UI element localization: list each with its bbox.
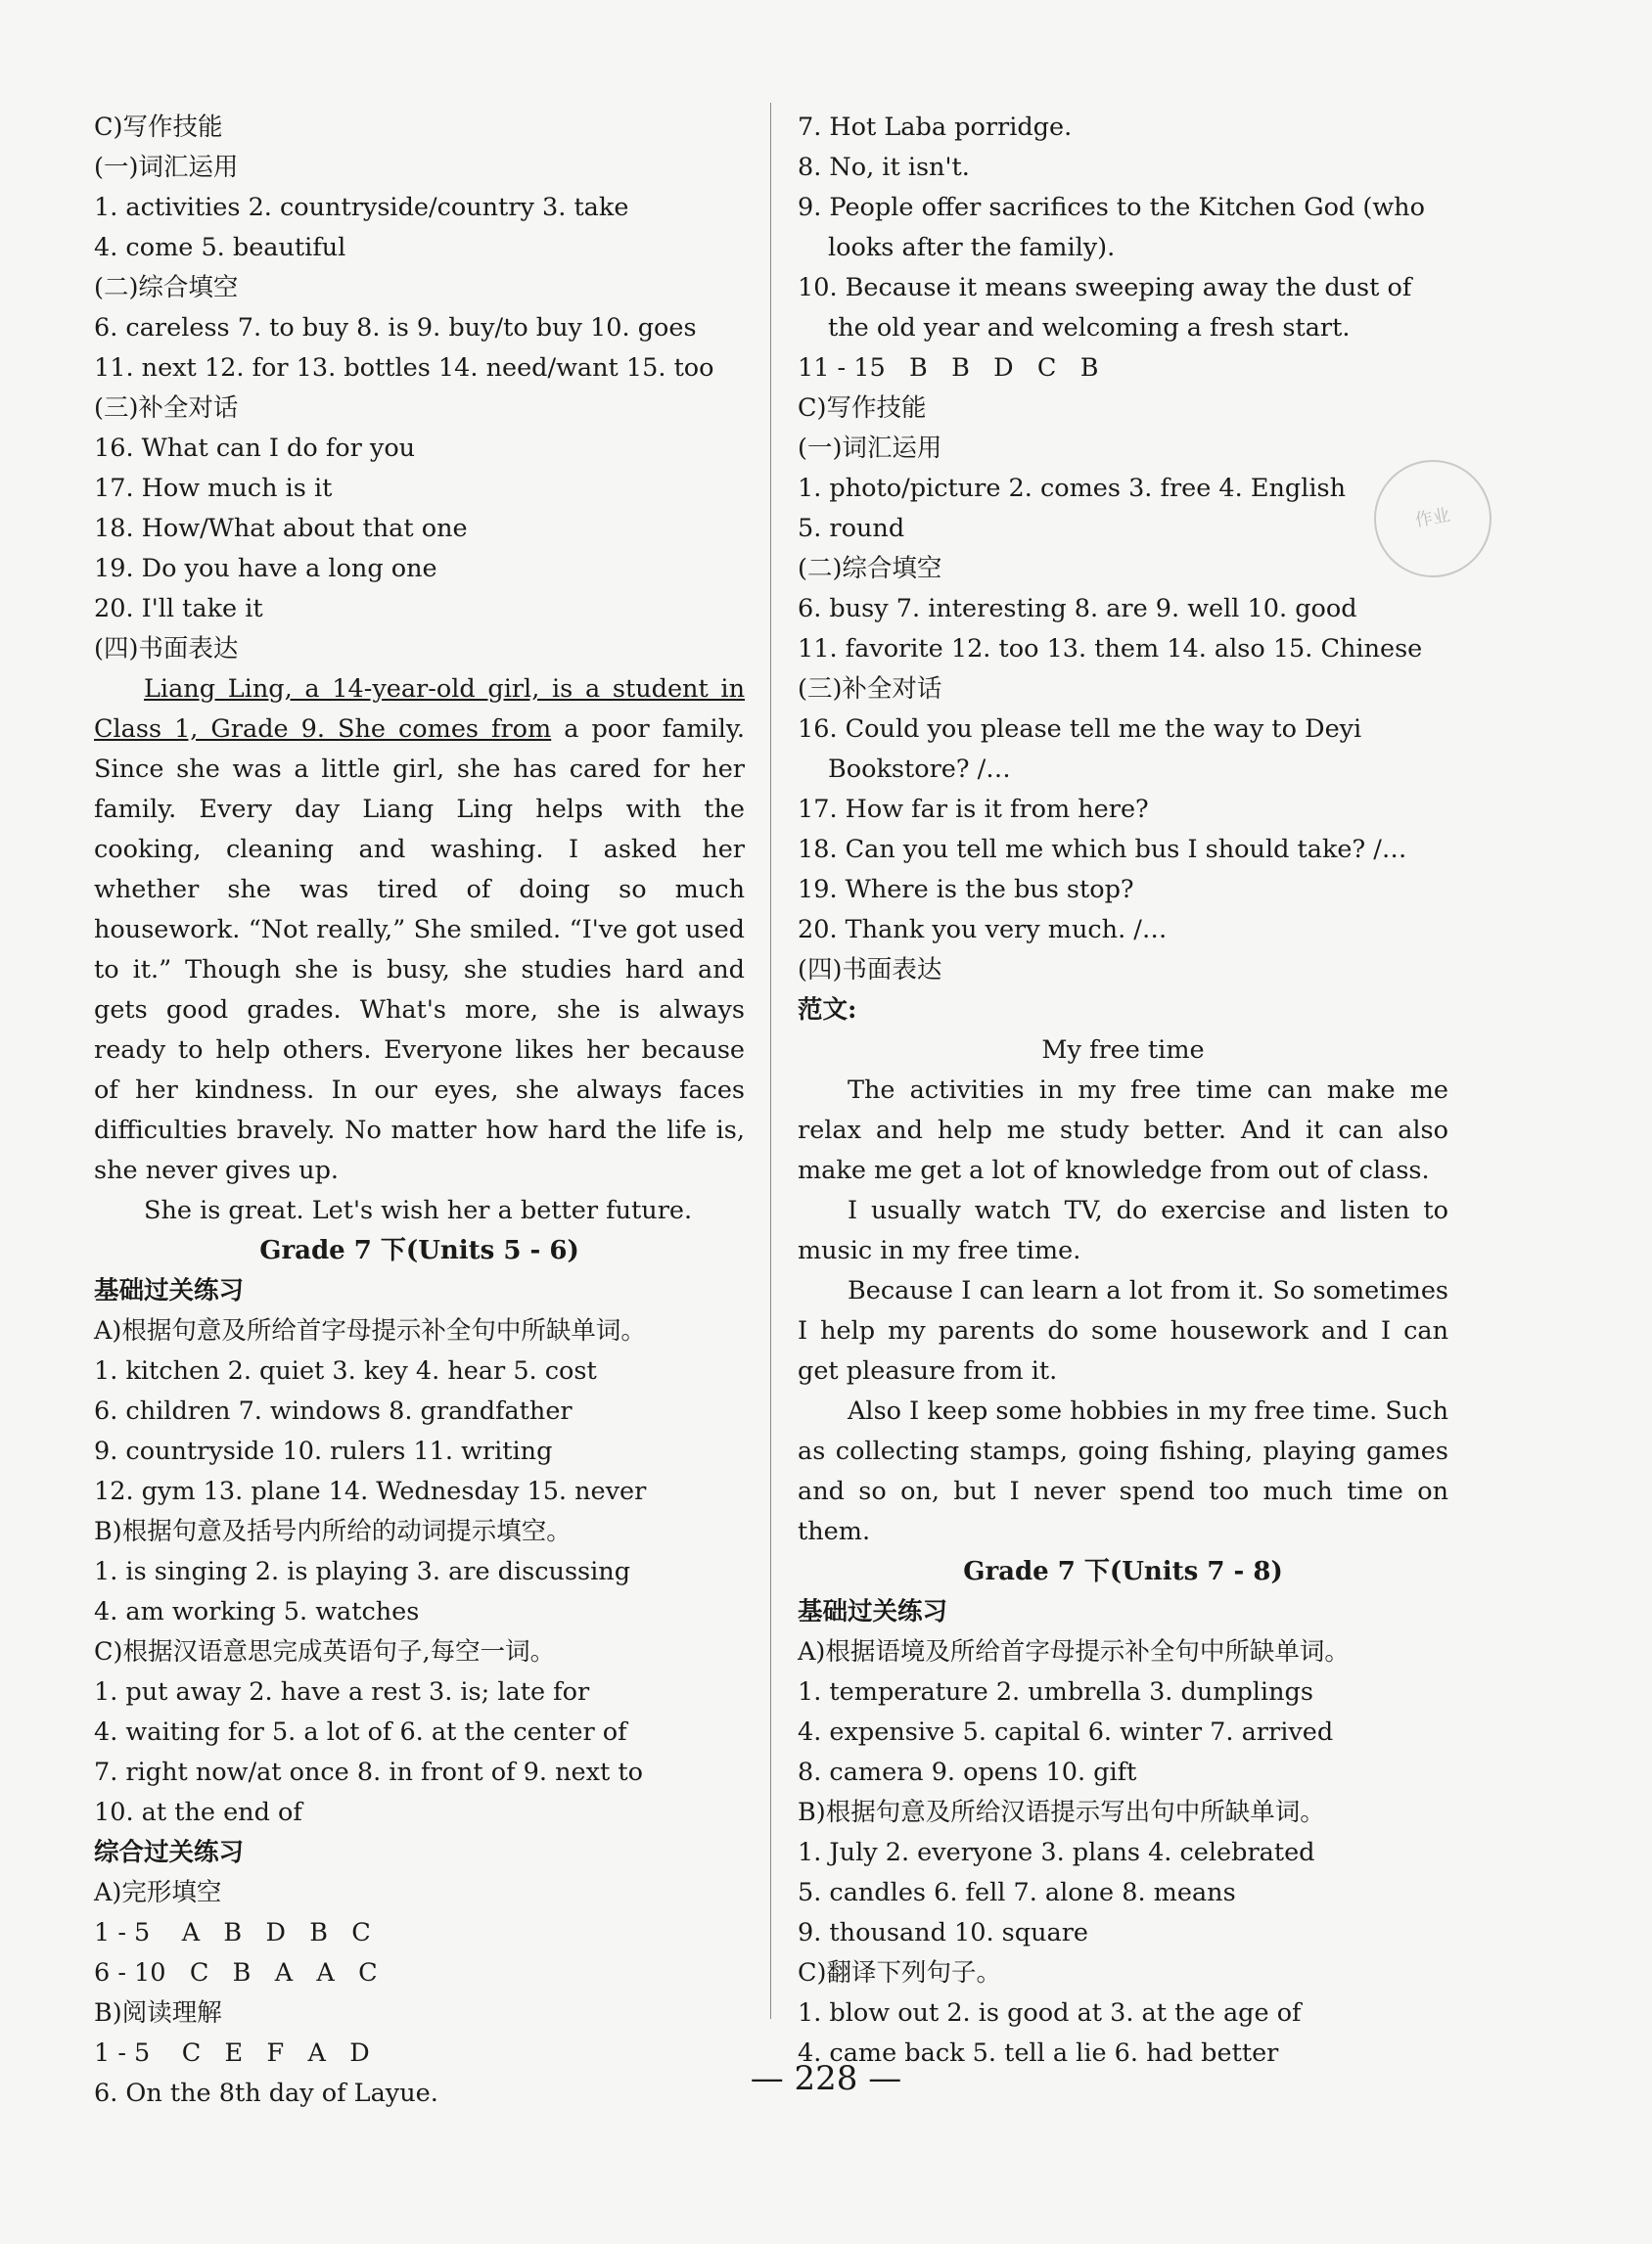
subsection-heading: (一)词汇运用 — [94, 153, 239, 182]
answer-line: 4. come 5. beautiful — [94, 233, 346, 262]
exercise-group-heading: 基础过关练习 — [798, 1597, 948, 1626]
answer-line: 7. right now/at once 8. in front of 9. next to — [94, 1758, 643, 1787]
task-instruction: B)根据句意及所给汉语提示写出句中所缺单词。 — [798, 1798, 1325, 1827]
answer-line: 5. round — [798, 514, 905, 543]
answer-line: 6. busy 7. interesting 8. are 9. well 10. good — [798, 594, 1357, 623]
essay-text: a poor family. Since she was a little girl, she has cared for her family. Every day Liang Ling helps with the cooking, cleaning and washing. I asked her whether she was tired of doing so much housework. “Not really,” She smiled. “I've got used to it.” Though she is busy, she studies hard and gets good grades. What's more, she is always ready to help others. Everyone likes her because of her kindness. In our eyes, she always faces difficulties bravely. No matter how hard the life is, she never gives up. — [94, 714, 745, 1185]
essay-paragraph — [94, 669, 745, 1191]
answer-line: 10. at the end of — [94, 1798, 302, 1827]
answer-line: 8. camera 9. opens 10. gift — [798, 1758, 1137, 1787]
answer-line: 1. is singing 2. is playing 3. are discussing — [94, 1557, 631, 1586]
task-instruction: A)完形填空 — [94, 1878, 222, 1907]
section-heading: C)写作技能 — [798, 393, 927, 423]
task-instruction: A)根据句意及所给首字母提示补全句中所缺单词。 — [94, 1316, 646, 1346]
watermark-stamp-icon: 作业 — [1364, 450, 1500, 586]
subsection-heading: (三)补全对话 — [798, 674, 942, 704]
answer-line: 11. next 12. for 13. bottles 14. need/want 15. too — [94, 353, 714, 383]
answer-line: 4. waiting for 5. a lot of 6. at the center of — [94, 1717, 627, 1747]
task-instruction: B)根据句意及括号内所给的动词提示填空。 — [94, 1517, 572, 1546]
answer-line: 17. How far is it from here? — [798, 795, 1149, 824]
subsection-heading: (三)补全对话 — [94, 393, 239, 423]
answer-line: 6. careless 7. to buy 8. is 9. buy/to buy 10. goes — [94, 313, 697, 343]
answer-line: 7. Hot Laba porridge. — [798, 113, 1073, 142]
answer-line: 10. Because it means sweeping away the dust of the old year and welcoming a fresh start. — [798, 273, 1412, 343]
answer-line: 9. People offer sacrifices to the Kitchen God (who looks after the family). — [798, 193, 1425, 262]
subsection-heading: (四)书面表达 — [94, 634, 239, 664]
answer-line: 1. activities 2. countryside/country 3. take — [94, 193, 629, 222]
answer-line: 1. blow out 2. is good at 3. at the age of — [798, 1998, 1302, 2028]
answer-line: 9. thousand 10. square — [798, 1918, 1088, 1947]
answer-line: 18. How/What about that one — [94, 514, 468, 543]
answer-line: 8. No, it isn't. — [798, 153, 970, 182]
answer-line: 6. children 7. windows 8. grandfather — [94, 1397, 573, 1426]
exercise-group-heading: 综合过关练习 — [94, 1838, 245, 1867]
subsection-heading: (四)书面表达 — [798, 955, 942, 985]
answer-line: 4. expensive 5. capital 6. winter 7. arrived — [798, 1717, 1334, 1747]
left-column — [94, 108, 745, 2114]
answer-line: 6. On the 8th day of Layue. — [94, 2079, 438, 2108]
answer-line: 1. kitchen 2. quiet 3. key 4. hear 5. cost — [94, 1356, 597, 1386]
column-divider — [770, 103, 771, 2019]
answer-line: 4. am working 5. watches — [94, 1597, 420, 1626]
answer-line: 20. Thank you very much. /… — [798, 915, 1168, 944]
section-heading: C)写作技能 — [94, 113, 223, 142]
answer-line: 11. favorite 12. too 13. them 14. also 15. Chinese — [798, 634, 1423, 664]
answer-line: 4. came back 5. tell a lie 6. had better — [798, 2038, 1279, 2068]
answer-line: 5. candles 6. fell 7. alone 8. means — [798, 1878, 1236, 1907]
answer-line: 16. Could you please tell me the way to Deyi Bookstore? /… — [798, 714, 1362, 784]
exercise-group-heading: 基础过关练习 — [94, 1276, 245, 1305]
underlined-topic-sentence: Liang Ling, a 14-year-old girl, is a student in Class 1, Grade 9. She comes from — [94, 674, 745, 744]
answer-line: 18. Can you tell me which bus I should take? /… — [798, 835, 1407, 864]
answer-line: 19. Where is the bus stop? — [798, 875, 1134, 904]
essay-paragraph: Also I keep some hobbies in my free time. Such as collecting stamps, going fishing, playing games and so on, but I never spend too much time on them. — [798, 1397, 1448, 1546]
answer-line: 6 - 10 C B A A C — [94, 1958, 378, 1988]
answer-line: 20. I'll take it — [94, 594, 263, 623]
answer-line: 1. temperature 2. umbrella 3. dumplings — [798, 1677, 1313, 1707]
answer-line: 1 - 5 A B D B C — [94, 1918, 371, 1947]
task-instruction: A)根据语境及所给首字母提示补全句中所缺单词。 — [798, 1637, 1350, 1667]
answer-line: 1. put away 2. have a rest 3. is; late for — [94, 1677, 590, 1707]
answer-line: 1. July 2. everyone 3. plans 4. celebrated — [798, 1838, 1315, 1867]
answer-line: 11 - 15 B B D C B — [798, 353, 1099, 383]
answer-line: 12. gym 13. plane 14. Wednesday 15. never — [94, 1477, 647, 1506]
task-instruction: B)阅读理解 — [94, 1998, 222, 2028]
essay-paragraph: Because I can learn a lot from it. So sometimes I help my parents do some housework and I can get pleasure from it. — [798, 1276, 1448, 1386]
answer-line: 19. Do you have a long one — [94, 554, 437, 583]
answer-line: 17. How much is it — [94, 474, 333, 503]
essay-paragraph: The activities in my free time can make me relax and help me study better. And it can also make me get a lot of knowledge from out of class. — [798, 1076, 1448, 1185]
answer-line: 9. countryside 10. rulers 11. writing — [94, 1437, 553, 1466]
answer-line: 16. What can I do for you — [94, 434, 416, 463]
sample-essay-label: 范文: — [798, 995, 857, 1025]
task-instruction: C)根据汉语意思完成英语句子,每空一词。 — [94, 1637, 556, 1667]
unit-heading: Grade 7 下(Units 5 - 6) — [259, 1236, 579, 1265]
essay-title: My free time — [1041, 1035, 1205, 1065]
answer-line: 1 - 5 C E F A D — [94, 2038, 370, 2068]
essay-paragraph: I usually watch TV, do exercise and listen to music in my free time. — [798, 1196, 1448, 1265]
answer-line: 1. photo/picture 2. comes 3. free 4. English — [798, 474, 1347, 503]
essay-paragraph: She is great. Let's wish her a better future. — [144, 1196, 693, 1225]
task-instruction: C)翻译下列句子。 — [798, 1958, 1001, 1988]
subsection-heading: (一)词汇运用 — [798, 434, 942, 463]
subsection-heading: (二)综合填空 — [798, 554, 942, 583]
unit-heading: Grade 7 下(Units 7 - 8) — [963, 1557, 1283, 1586]
right-column — [798, 108, 1448, 2074]
subsection-heading: (二)综合填空 — [94, 273, 239, 302]
page-number: — 228 — — [750, 2059, 902, 2098]
